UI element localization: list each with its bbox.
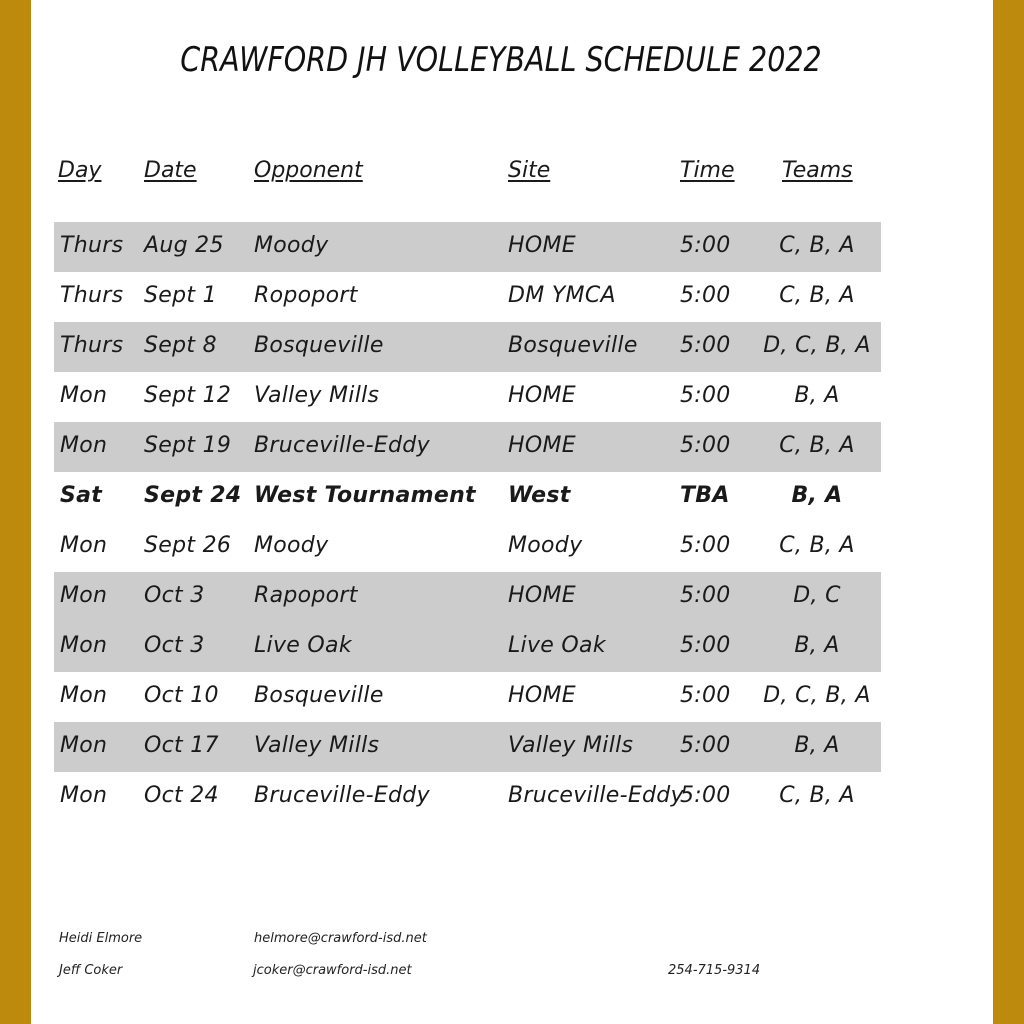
row-date: Oct 24	[144, 783, 219, 808]
row-date: Sept 1	[144, 283, 217, 308]
row-day: Mon	[60, 433, 108, 458]
page-title: CRAWFORD JH VOLLEYBALL SCHEDULE 2022	[180, 40, 822, 80]
row-date: Sept 8	[144, 333, 217, 358]
contact-phone: 254-715-9314	[668, 963, 761, 978]
table-row	[54, 222, 881, 272]
row-date: Oct 3	[144, 633, 205, 658]
row-day: Thurs	[60, 333, 124, 358]
row-day: Mon	[60, 383, 108, 408]
header-site: Site	[508, 158, 551, 183]
row-time: 5:00	[680, 433, 731, 458]
row-opponent: Bosqueville	[254, 683, 384, 708]
row-date: Sept 26	[144, 533, 232, 558]
contact-email-2: jcoker@crawford-isd.net	[253, 963, 412, 978]
header-teams: Teams	[782, 158, 853, 183]
row-opponent: Bruceville-Eddy	[254, 783, 430, 808]
row-opponent: Live Oak	[254, 633, 352, 658]
row-teams: C, B, A	[779, 433, 855, 458]
row-time: 5:00	[680, 583, 731, 608]
row-site: DM YMCA	[508, 283, 616, 308]
row-teams: C, B, A	[779, 533, 855, 558]
row-opponent: Rapoport	[254, 583, 358, 608]
row-date: Oct 3	[144, 583, 205, 608]
table-row	[54, 372, 881, 422]
contact-name-2: Jeff Coker	[59, 963, 123, 978]
row-site: Live Oak	[508, 633, 606, 658]
row-time: 5:00	[680, 733, 731, 758]
row-time: 5:00	[680, 233, 731, 258]
row-teams: D, C, B, A	[763, 333, 871, 358]
row-teams: C, B, A	[779, 783, 855, 808]
table-row	[54, 622, 881, 672]
row-site: Bosqueville	[508, 333, 638, 358]
table-row	[54, 272, 881, 322]
row-teams: B, A	[794, 633, 840, 658]
row-time: 5:00	[680, 383, 731, 408]
row-day: Mon	[60, 783, 108, 808]
row-teams: D, C	[793, 583, 841, 608]
row-date: Aug 25	[144, 233, 224, 258]
table-row	[54, 522, 881, 572]
table-row	[54, 672, 881, 722]
row-site: Moody	[508, 533, 583, 558]
row-teams: B, A	[791, 483, 843, 508]
row-opponent: Valley Mills	[254, 733, 380, 758]
row-teams: C, B, A	[779, 283, 855, 308]
table-row	[54, 772, 881, 822]
table-row	[54, 722, 881, 772]
row-opponent: Moody	[254, 533, 329, 558]
row-time: 5:00	[680, 633, 731, 658]
table-row	[54, 572, 881, 622]
row-teams: D, C, B, A	[763, 683, 871, 708]
row-date: Oct 10	[144, 683, 219, 708]
row-opponent: Moody	[254, 233, 329, 258]
row-site: HOME	[508, 233, 576, 258]
row-time: 5:00	[680, 333, 731, 358]
header-opponent: Opponent	[254, 158, 363, 183]
row-day: Mon	[60, 633, 108, 658]
row-opponent: Bruceville-Eddy	[254, 433, 430, 458]
row-teams: B, A	[794, 383, 840, 408]
table-row	[54, 422, 881, 472]
row-opponent: Valley Mills	[254, 383, 380, 408]
schedule-page	[31, 0, 993, 1024]
row-opponent: Bosqueville	[254, 333, 384, 358]
row-day: Thurs	[60, 233, 124, 258]
row-date: Sept 19	[144, 433, 232, 458]
row-teams: C, B, A	[779, 233, 855, 258]
row-site: HOME	[508, 433, 576, 458]
contact-email-1: helmore@crawford-isd.net	[254, 931, 427, 946]
header-time: Time	[680, 158, 735, 183]
row-day: Sat	[60, 483, 103, 508]
row-day: Mon	[60, 533, 108, 558]
row-opponent: Ropoport	[254, 283, 358, 308]
table-row	[54, 472, 881, 522]
row-time: 5:00	[680, 283, 731, 308]
row-time: 5:00	[680, 683, 731, 708]
row-site: HOME	[508, 383, 576, 408]
table-row	[54, 322, 881, 372]
row-site: Valley Mills	[508, 733, 634, 758]
row-day: Mon	[60, 583, 108, 608]
row-site: HOME	[508, 583, 576, 608]
row-date: Sept 12	[144, 383, 232, 408]
row-date: Sept 24	[144, 483, 242, 508]
row-site: HOME	[508, 683, 576, 708]
contact-name-1: Heidi Elmore	[59, 931, 143, 946]
header-day: Day	[58, 158, 102, 183]
row-time: TBA	[680, 483, 730, 508]
row-time: 5:00	[680, 783, 731, 808]
header-date: Date	[144, 158, 197, 183]
row-teams: B, A	[794, 733, 840, 758]
row-day: Mon	[60, 683, 108, 708]
row-site: Bruceville-Eddy	[508, 783, 684, 808]
row-site: West	[508, 483, 571, 508]
row-date: Oct 17	[144, 733, 219, 758]
row-day: Mon	[60, 733, 108, 758]
row-opponent: West Tournament	[254, 483, 476, 508]
row-time: 5:00	[680, 533, 731, 558]
row-day: Thurs	[60, 283, 124, 308]
